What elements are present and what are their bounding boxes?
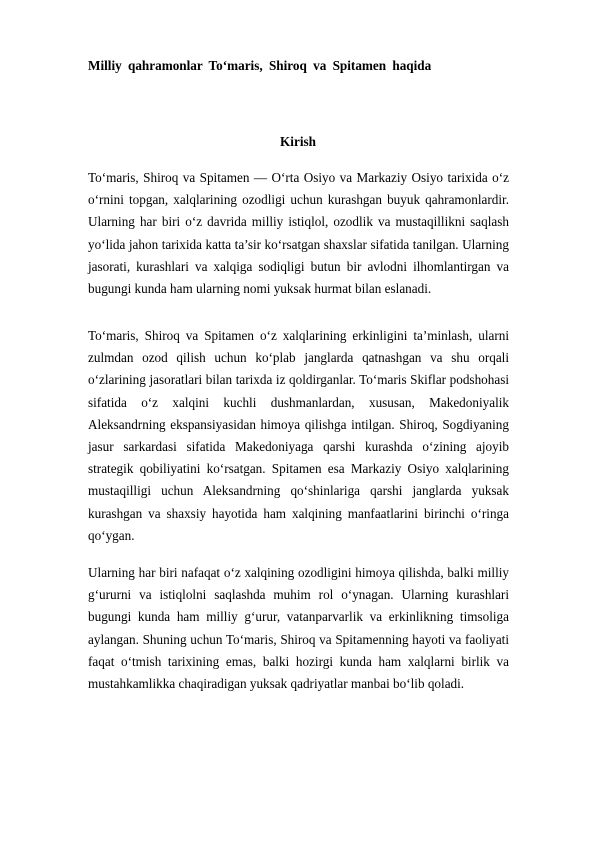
paragraph-3: Ularning har biri nafaqat o‘z xalqining ozodligini himoya qilishda, balki milliy g‘ururni va istiqlolni saqlashda muhim rol o‘ynagan. Ularning kurashlari bugungi kunda ham milliy g‘urur, vatanparvarlik va erkinlikning timsoliga aylangan. Shuning uchun To‘maris, Shiroq va Spitamenning hayoti va faoliyati faqat o‘tmish tarixining emas, balki hozirgi kunda ham xalqlarni birlik va mustahkamlikka chaqiradigan yuksak qadriyatlar manbai bo‘lib qoladi. [88, 565, 509, 692]
paragraph-2: To‘maris, Shiroq va Spitamen o‘z xalqlarining erkinligini ta’minlash, ularni zulmdan ozod qilish uchun ko‘plab janglarda qatnashgan va shu orqali o‘zlarining jasoratlari bilan tarixda iz qoldirganlar. To‘maris Skiflar podshohasi sifatida o‘z xalqini kuchli dushmanlardan, xususan, Makedoniyalik Aleksandrning ekspansiyasidan himoya qilishga intilgan. Shiroq, Sogdiyaning jasur sarkardasi sifatida Makedoniyaga qarshi kurashda o‘zining ajoyib strategik qobiliyatini ko‘rsatgan. Spitamen esa Markaziy Osiyo xalqlarining mustaqilligi uchun Aleksandrning qo‘shinlariga qarshi janglarda yuksak kurashgan va shaxsiy hayotida ham xalqining manfaatlarini birinchi o‘ringa qo‘ygan. [88, 328, 509, 543]
section-heading: Kirish [280, 134, 316, 149]
document-title: Milliy qahramonlar To‘maris, Shiroq va Spitamen haqida [88, 58, 432, 73]
paragraph-1: To‘maris, Shiroq va Spitamen — O‘rta Osiyo va Markaziy Osiyo tarixida o‘z o‘rnini topgan, xalqlarining ozodligi uchun kurashgan buyuk qahramonlardir. Ularning har biri o‘z davrida milliy istiqlol, ozodlik va mustaqillikni saqlash yo‘lida jahon tarixida katta ta’sir ko‘rsatgan shaxslar sifatida tanilgan. Ularning jasorati, kurashlari va xalqiga sodiqligi butun bir avlodni ilhomlantirgan va bugungi kunda ham ularning nomi yuksak hurmat bilan eslanadi. [88, 170, 509, 297]
